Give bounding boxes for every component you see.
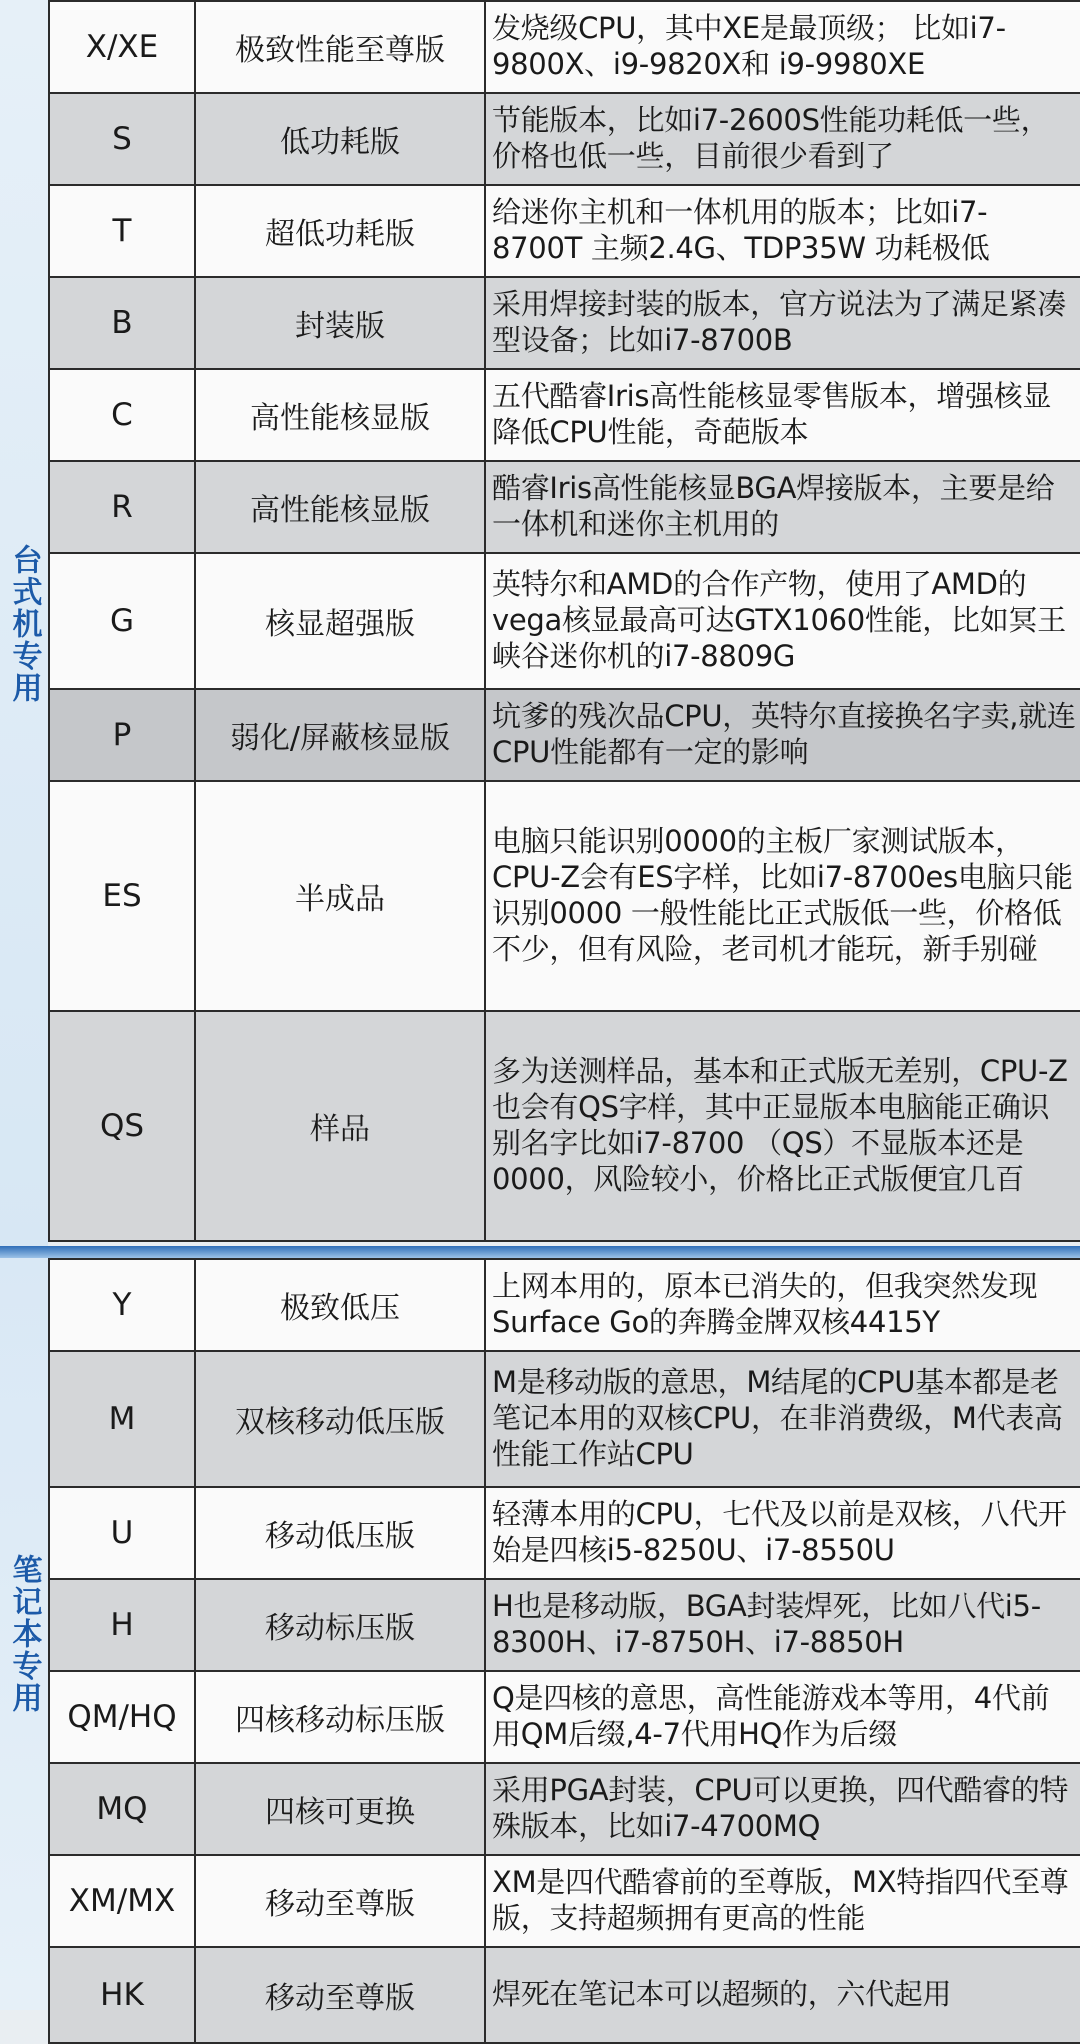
suffix-cell: G	[49, 553, 195, 689]
table-row	[49, 1351, 1080, 1487]
table-row	[49, 93, 1080, 185]
suffix-cell: HK	[49, 1947, 195, 2043]
table-row	[49, 1855, 1080, 1947]
suffix-cell: QS	[49, 1011, 195, 1241]
table-row	[49, 277, 1080, 369]
description-cell: 英特尔和AMD的合作产物，使用了AMD的vega核显最高可达GTX1060性能，比如冥王峡谷迷你机的i7-8809G	[485, 553, 1080, 689]
table-row	[49, 553, 1080, 689]
suffix-cell: P	[49, 689, 195, 781]
edition-cell: 四核可更换	[195, 1763, 485, 1855]
section-divider	[0, 1246, 1080, 1258]
description-cell: 轻薄本用的CPU，七代及以前是双核，八代开始是四核i5-8250U、i7-8550U	[485, 1487, 1080, 1579]
edition-cell: 高性能核显版	[195, 369, 485, 461]
suffix-cell: M	[49, 1351, 195, 1487]
suffix-cell: QM/HQ	[49, 1671, 195, 1763]
edition-cell: 四核移动标压版	[195, 1671, 485, 1763]
suffix-cell: H	[49, 1579, 195, 1671]
description-cell: 采用焊接封装的版本，官方说法为了满足紧凑型设备；比如i7-8700B	[485, 277, 1080, 369]
suffix-cell: C	[49, 369, 195, 461]
suffix-cell: XM/MX	[49, 1855, 195, 1947]
edition-cell: 极致性能至尊版	[195, 1, 485, 93]
description-cell: 多为送测样品，基本和正式版无差别，CPU-Z也会有QS字样，其中正显版本电脑能正确识别名字比如i7-8700 （QS）不显版本还是0000，风险较小，价格比正式版便宜几百	[485, 1011, 1080, 1241]
edition-cell: 高性能核显版	[195, 461, 485, 553]
description-cell: H也是移动版，BGA封装焊死，比如八代i5-8300H、i7-8750H、i7-8850H	[485, 1579, 1080, 1671]
description-cell: 五代酷睿Iris高性能核显零售版本，增强核显降低CPU性能，奇葩版本	[485, 369, 1080, 461]
desktop-section-label: 台式机专用	[0, 0, 48, 1248]
suffix-cell: B	[49, 277, 195, 369]
description-cell: M是移动版的意思，M结尾的CPU基本都是老笔记本用的双核CPU，在非消费级，M代表高性能工作站CPU	[485, 1351, 1080, 1487]
suffix-cell: S	[49, 93, 195, 185]
table-row	[49, 689, 1080, 781]
edition-cell: 低功耗版	[195, 93, 485, 185]
description-cell: 节能版本，比如i7-2600S性能功耗低一些，价格也低一些，目前很少看到了	[485, 93, 1080, 185]
edition-cell: 极致低压	[195, 1259, 485, 1351]
table-row	[49, 1671, 1080, 1763]
laptop-suffix-table	[48, 1258, 1080, 2044]
description-cell: Q是四核的意思，高性能游戏本等用，4代前用QM后缀,4-7代用HQ作为后缀	[485, 1671, 1080, 1763]
table-row	[49, 1011, 1080, 1241]
edition-cell: 超低功耗版	[195, 185, 485, 277]
table-row	[49, 1, 1080, 93]
edition-cell: 双核移动低压版	[195, 1351, 485, 1487]
description-cell: 采用PGA封装，CPU可以更换，四代酷睿的特殊版本，比如i7-4700MQ	[485, 1763, 1080, 1855]
edition-cell: 移动低压版	[195, 1487, 485, 1579]
suffix-cell: MQ	[49, 1763, 195, 1855]
table-row	[49, 461, 1080, 553]
description-cell: 酷睿Iris高性能核显BGA焊接版本，主要是给一体机和迷你主机用的	[485, 461, 1080, 553]
edition-cell: 移动至尊版	[195, 1855, 485, 1947]
table-row	[49, 781, 1080, 1011]
suffix-cell: ES	[49, 781, 195, 1011]
description-cell: 电脑只能识别0000的主板厂家测试版本，CPU-Z会有ES字样，比如i7-8700es电脑只能识别0000 一般性能比正式版低一些，价格低不少，但有风险，老司机才能玩，新手别碰	[485, 781, 1080, 1011]
description-cell: 上网本用的，原本已消失的，但我突然发现Surface Go的奔腾金牌双核4415Y	[485, 1259, 1080, 1351]
edition-cell: 核显超强版	[195, 553, 485, 689]
description-cell: XM是四代酷睿前的至尊版，MX特指四代至尊版，支持超频拥有更高的性能	[485, 1855, 1080, 1947]
table-row	[49, 1947, 1080, 2043]
suffix-cell: U	[49, 1487, 195, 1579]
table-row	[49, 1487, 1080, 1579]
table-row	[49, 369, 1080, 461]
description-cell: 发烧级CPU，其中XE是最顶级； 比如i7-9800X、i9-9820X和 i9-9980XE	[485, 1, 1080, 93]
table-row	[49, 1763, 1080, 1855]
table-row	[49, 185, 1080, 277]
suffix-cell: Y	[49, 1259, 195, 1351]
table-row	[49, 1579, 1080, 1671]
edition-cell: 半成品	[195, 781, 485, 1011]
edition-cell: 移动至尊版	[195, 1947, 485, 2043]
description-cell: 焊死在笔记本可以超频的，六代起用	[485, 1947, 1080, 2043]
edition-cell: 弱化/屏蔽核显版	[195, 689, 485, 781]
suffix-cell: X/XE	[49, 1, 195, 93]
table-row	[49, 1259, 1080, 1351]
edition-cell: 移动标压版	[195, 1579, 485, 1671]
edition-cell: 封装版	[195, 277, 485, 369]
suffix-cell: T	[49, 185, 195, 277]
edition-cell: 样品	[195, 1011, 485, 1241]
desktop-suffix-table	[48, 0, 1080, 1242]
suffix-cell: R	[49, 461, 195, 553]
description-cell: 给迷你主机和一体机用的版本；比如i7-8700T 主频2.4G、TDP35W 功耗极低	[485, 185, 1080, 277]
description-cell: 坑爹的残次品CPU，英特尔直接换名字卖,就连CPU性能都有一定的影响	[485, 689, 1080, 781]
laptop-section-label: 笔记本专用	[0, 1258, 48, 2010]
